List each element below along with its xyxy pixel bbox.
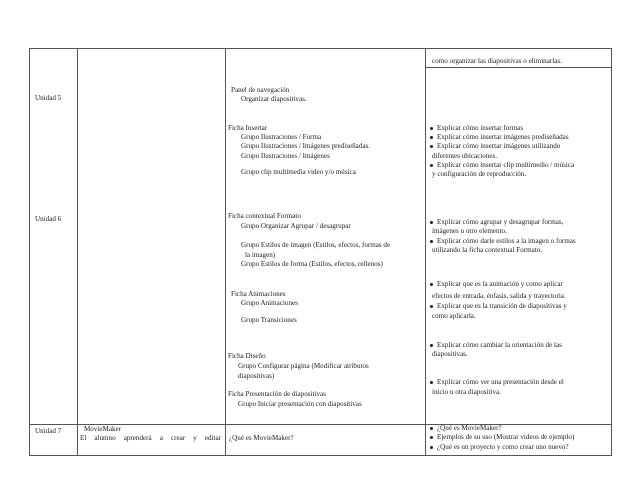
unit-7-objective-1: ¿Qué es MovieMaker? bbox=[437, 424, 502, 432]
unit-7-description: El alumno aprenderá a crear y editar bbox=[80, 434, 221, 442]
unit-6-content-15: Grupo Configurar página (Modificar atributos bbox=[238, 362, 369, 370]
unit-6-objective-13: Explicar que es la transición de diapositivas y bbox=[437, 302, 567, 310]
unit-6-objective-14: como aplicarla. bbox=[432, 312, 476, 320]
bullet-icon bbox=[430, 427, 433, 430]
unit-5-content-1: Panel de navegación bbox=[231, 86, 290, 94]
table-border-top bbox=[29, 48, 612, 49]
unit-6-objective-12: efectos de entrada, énfasis, salida y trayectoria. bbox=[432, 292, 566, 300]
unit-5-label: Unidad 5 bbox=[35, 94, 62, 102]
table-border-right bbox=[611, 48, 612, 456]
unit-6-objective-2: Explicar cómo insertar imágenes prediseñadas bbox=[437, 133, 569, 141]
bullet-icon bbox=[430, 436, 433, 439]
unit-6-content-5: Grupo clip multimedia video y/o música bbox=[241, 168, 356, 176]
unit-6-objective-10: utilizando la ficha contextual Formato. bbox=[432, 246, 543, 254]
unit-6-content-13: Grupo Transiciones bbox=[241, 316, 297, 324]
unit-6-objective-6: y configuración de reproducción. bbox=[432, 170, 527, 178]
unit-6-content-10: Grupo Estilos de forma (Estilos, efectos, rellenos) bbox=[241, 260, 383, 268]
unit-6-content-16: diapositivas) bbox=[238, 372, 275, 380]
unit-6-content-9: la imagen) bbox=[245, 251, 276, 259]
unit-6-objective-11: Explicar que es la animación y como aplicar bbox=[437, 280, 563, 288]
unit-6-objective-8: imágenes u otro elemento. bbox=[432, 227, 507, 235]
unit-6-label: Unidad 6 bbox=[35, 215, 62, 223]
bullet-icon bbox=[430, 446, 433, 449]
unit-6-content-4: Grupo Ilustraciones / Imágenes bbox=[241, 152, 330, 160]
unit-5-content-2: Organizar diapositivas. bbox=[241, 95, 307, 103]
bullet-icon bbox=[430, 283, 433, 286]
unit-7-title: MovieMaker bbox=[84, 425, 122, 433]
unit-6-objective-5: Explicar cómo insertar clip multimedio / música bbox=[437, 161, 575, 169]
unit-6-objective-7: Explicar cómo agrupar y desagrupar formas, bbox=[437, 218, 564, 226]
bullet-icon bbox=[430, 344, 433, 347]
bullet-icon bbox=[430, 240, 433, 243]
bullet-icon bbox=[430, 381, 433, 384]
unit-6-objective-9: Explicar cómo darle estilos a la imagen o formas bbox=[437, 237, 576, 245]
unit-6-content-2: Grupo Ilustraciones / Forma bbox=[241, 133, 322, 141]
unit-6-content-7: Grupo Organizar Agrupar / desagrupar bbox=[241, 222, 351, 230]
top-note: como organizar las diapositivas o eliminarlas. bbox=[432, 57, 562, 65]
unit-6-content-14: Ficha Diseño bbox=[228, 352, 266, 360]
table-border-bottom bbox=[29, 455, 612, 456]
unit-6-content-6: Ficha contextual Formato bbox=[228, 212, 301, 220]
unit-6-objective-1: Explicar cómo insertar formas bbox=[437, 124, 524, 132]
table-border-left bbox=[29, 48, 30, 456]
unit-6-content-8: Grupo Estilos de imagen (Estilos, efectos, formas de bbox=[241, 241, 391, 249]
unit-7-label: Unidad 7 bbox=[35, 427, 62, 435]
column-divider-3 bbox=[425, 48, 426, 456]
unit-6-objective-4: diferentes ubicaciones. bbox=[432, 152, 497, 160]
unit-6-content-3: Grupo Ilustraciones / Imágenes prediseñadas. bbox=[241, 142, 371, 150]
column-divider-1 bbox=[77, 48, 78, 456]
unit-6-objective-17: Explicar cómo ver una presentación desde el bbox=[437, 378, 564, 386]
bullet-icon bbox=[430, 145, 433, 148]
unit-6-content-1: Ficha Insertar bbox=[228, 124, 268, 132]
unit-6-objective-16: diapositivas. bbox=[432, 350, 468, 358]
unit-7-objective-2: Ejemplos de su uso (Mostrar videos de ejemplo) bbox=[437, 433, 575, 441]
unit-6-content-11: Ficha Animaciones bbox=[231, 290, 286, 298]
bullet-icon bbox=[430, 136, 433, 139]
unit-6-content-18: Grupo Iniciar presentación con diapositivas bbox=[238, 400, 362, 408]
column-divider-2 bbox=[225, 48, 226, 456]
unit-6-content-17: Ficha Presentación de diapositivas bbox=[228, 390, 326, 398]
bullet-icon bbox=[430, 127, 433, 130]
unit-7-objective-3: ¿Qué es un proyecto y como crear uno nuevo? bbox=[437, 443, 569, 451]
unit-7-content-1: ¿Qué es MovieMaker? bbox=[229, 434, 294, 442]
bullet-icon bbox=[430, 305, 433, 308]
unit-6-objective-18: inicio u otra diapositiva. bbox=[432, 388, 501, 396]
unit-6-objective-15: Explicar cómo cambiar la orientación de las bbox=[437, 341, 562, 349]
bullet-icon bbox=[430, 164, 433, 167]
unit-6-objective-3: Explicar cómo insertar imágenes utilizando bbox=[437, 142, 561, 150]
unit-6-content-12: Grupo Animaciones bbox=[241, 299, 298, 307]
bullet-icon bbox=[430, 221, 433, 224]
row-divider-unit5-right bbox=[425, 67, 612, 68]
